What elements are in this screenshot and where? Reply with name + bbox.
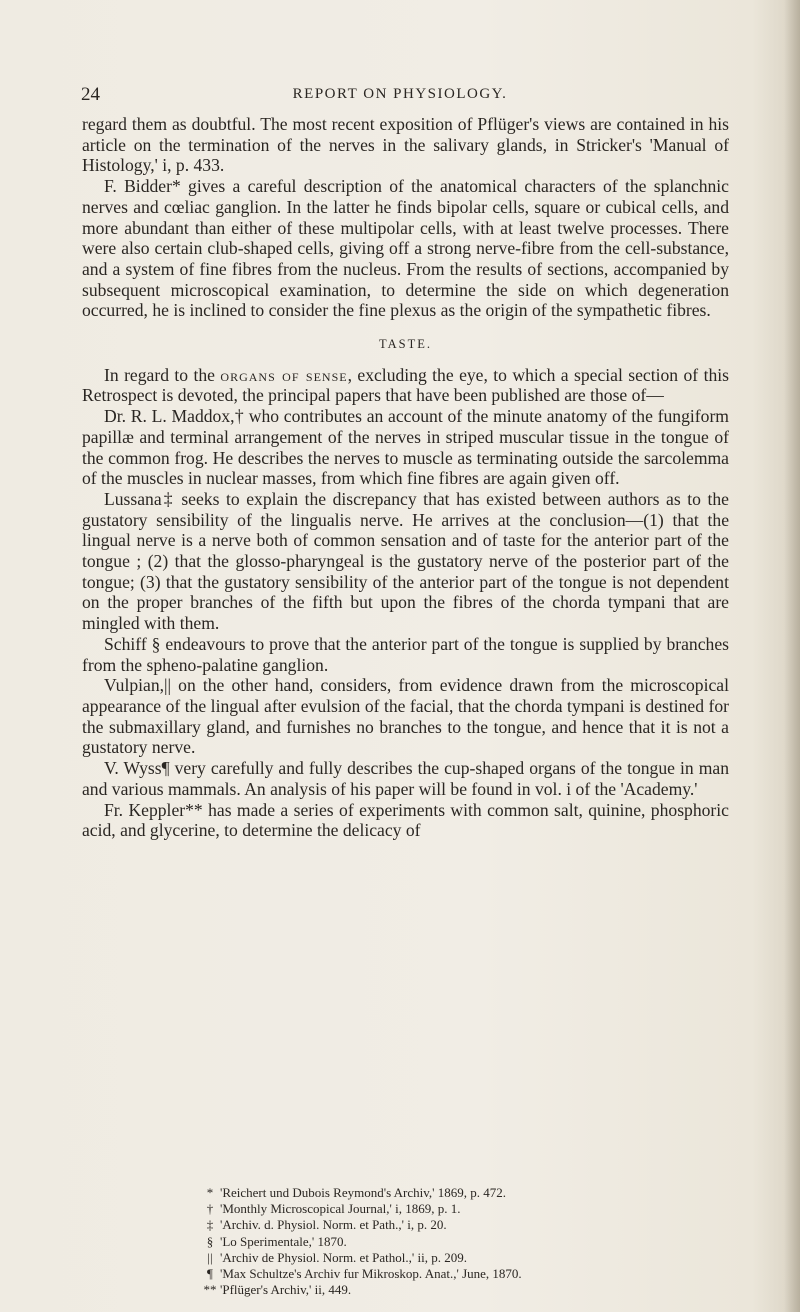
body-text [82, 114, 729, 841]
footnote-text: 'Monthly Microscopical Journal,' i, 1869, p. 1. [220, 1201, 461, 1217]
footnote [200, 1266, 760, 1282]
footnote [200, 1185, 760, 1201]
footnote-text: 'Archiv. d. Physiol. Norm. et Path.,' i, p. 20. [220, 1217, 447, 1233]
smallcaps-organs-of-sense: organs of sense [220, 364, 348, 385]
paragraph-lussana: Lussana‡ seeks to explain the discrepancy that has existed between authors as to the gustatory sensibility of the lingualis nerve. He arrives at the conclusion—(1) that the lingual nerve is a nerve both of common sensation and of taste for the anterior part of the tongue ; (2) that the glosso-pharyngeal is the gustatory nerve of the posterior part of the tongue; (3) that the gustatory sensibility of the anterior part of the tongue is not dependent on the proper branches of the fifth but upon the fibres of the chorda tympani that are mingled with them. [82, 488, 729, 634]
footnote [200, 1250, 760, 1266]
footnote-mark: † [206, 1201, 214, 1217]
footnote-text: 'Archiv de Physiol. Norm. et Pathol.,' ii, p. 209. [220, 1249, 467, 1265]
section-heading-taste: TASTE. [378, 337, 432, 352]
paragraph-maddox: Dr. R. L. Maddox,† who contributes an account of the minute anatomy of the fungiform papillæ and terminal arrangement of the nerves in striped muscular tissue in the tongue of the common frog. He describes the nerves to muscle as terminating outside the sarcolemma of the muscles in nuclear masses, from which fine fibres are again given off. [82, 406, 729, 489]
footnote [200, 1282, 760, 1298]
footnote [200, 1217, 760, 1233]
footnote-text: 'Pflüger's Archiv,' ii, 449. [220, 1282, 352, 1298]
paragraph-schiff: Schiff § endeavours to prove that the anterior part of the tongue is supplied by branches from the spheno-palatine ganglion. [82, 633, 729, 675]
footnote-text: 'Max Schultze's Archiv fur Mikroskop. Anat.,' June, 1870. [220, 1266, 522, 1282]
footnote-mark: * [206, 1185, 214, 1200]
footnote-mark: § [206, 1233, 214, 1249]
footnote-text: 'Lo Sperimentale,' 1870. [220, 1233, 347, 1249]
footnote-text: 'Reichert und Dubois Reymond's Archiv,' 1869, p. 472. [220, 1185, 507, 1200]
footnotes [200, 1185, 760, 1298]
page-number: 24 [81, 84, 100, 105]
page-header [0, 84, 800, 108]
paragraph-bidder: F. Bidder* gives a careful description of the anatomical characters of the splanchnic nerves and cœliac ganglion. In the latter he finds bipolar cells, square or cubical cells, and more abundant than either of these multipolar cells, with at least twelve processes. There were also certain club-shaped cells, giving off a strong nerve-fibre from the cell-substance, and a system of fine fibres from the nucleus. From the results of sections, accompanied by subsequent microscopical examination, to determine the side on which degeneration occurred, he is inclined to consider the fine plexus as the origin of the sympathetic fibres. [82, 176, 729, 321]
paragraph-wyss: V. Wyss¶ very carefully and fully describes the cup-shaped organs of the tongue in man and various mammals. An analysis of his paper will be found in vol. i of the 'Academy.' [82, 758, 729, 799]
page-edge-shadow [784, 0, 800, 1312]
paragraph-keppler: Fr. Keppler** has made a series of experiments with common salt, quinine, phosphoric acid, and glycerine, to determine the delicacy of [82, 799, 729, 841]
footnote-mark: ** [203, 1282, 217, 1298]
paragraph-continuation: regard them as doubtful. The most recent exposition of Pflüger's views are contained in his article on the termination of the nerves in the salivary glands, in Stricker's 'Manual of Histology,' i, p. 433. [82, 114, 729, 176]
running-head: REPORT ON PHYSIOLOGY. [292, 86, 508, 102]
paragraph-organs-of-sense: In regard to the organs of sense, excluding the eye, to which a special section of this Retrospect is devoted, the principal papers that have been published are those of— [82, 364, 729, 406]
footnote-mark: ¶ [207, 1266, 213, 1282]
paragraph-vulpian: Vulpian,|| on the other hand, considers, from evidence drawn from the microscopical appearance of the lingual after evulsion of the facial, that the chorda tympani is destined for the submaxillary gland, and furnishes no branches to the tongue, and hence that it is not a gustatory nerve. [82, 675, 729, 758]
footnote-mark: ‡ [206, 1217, 214, 1233]
footnote [200, 1201, 760, 1217]
footnote-mark: || [207, 1249, 213, 1265]
footnote [200, 1234, 760, 1250]
